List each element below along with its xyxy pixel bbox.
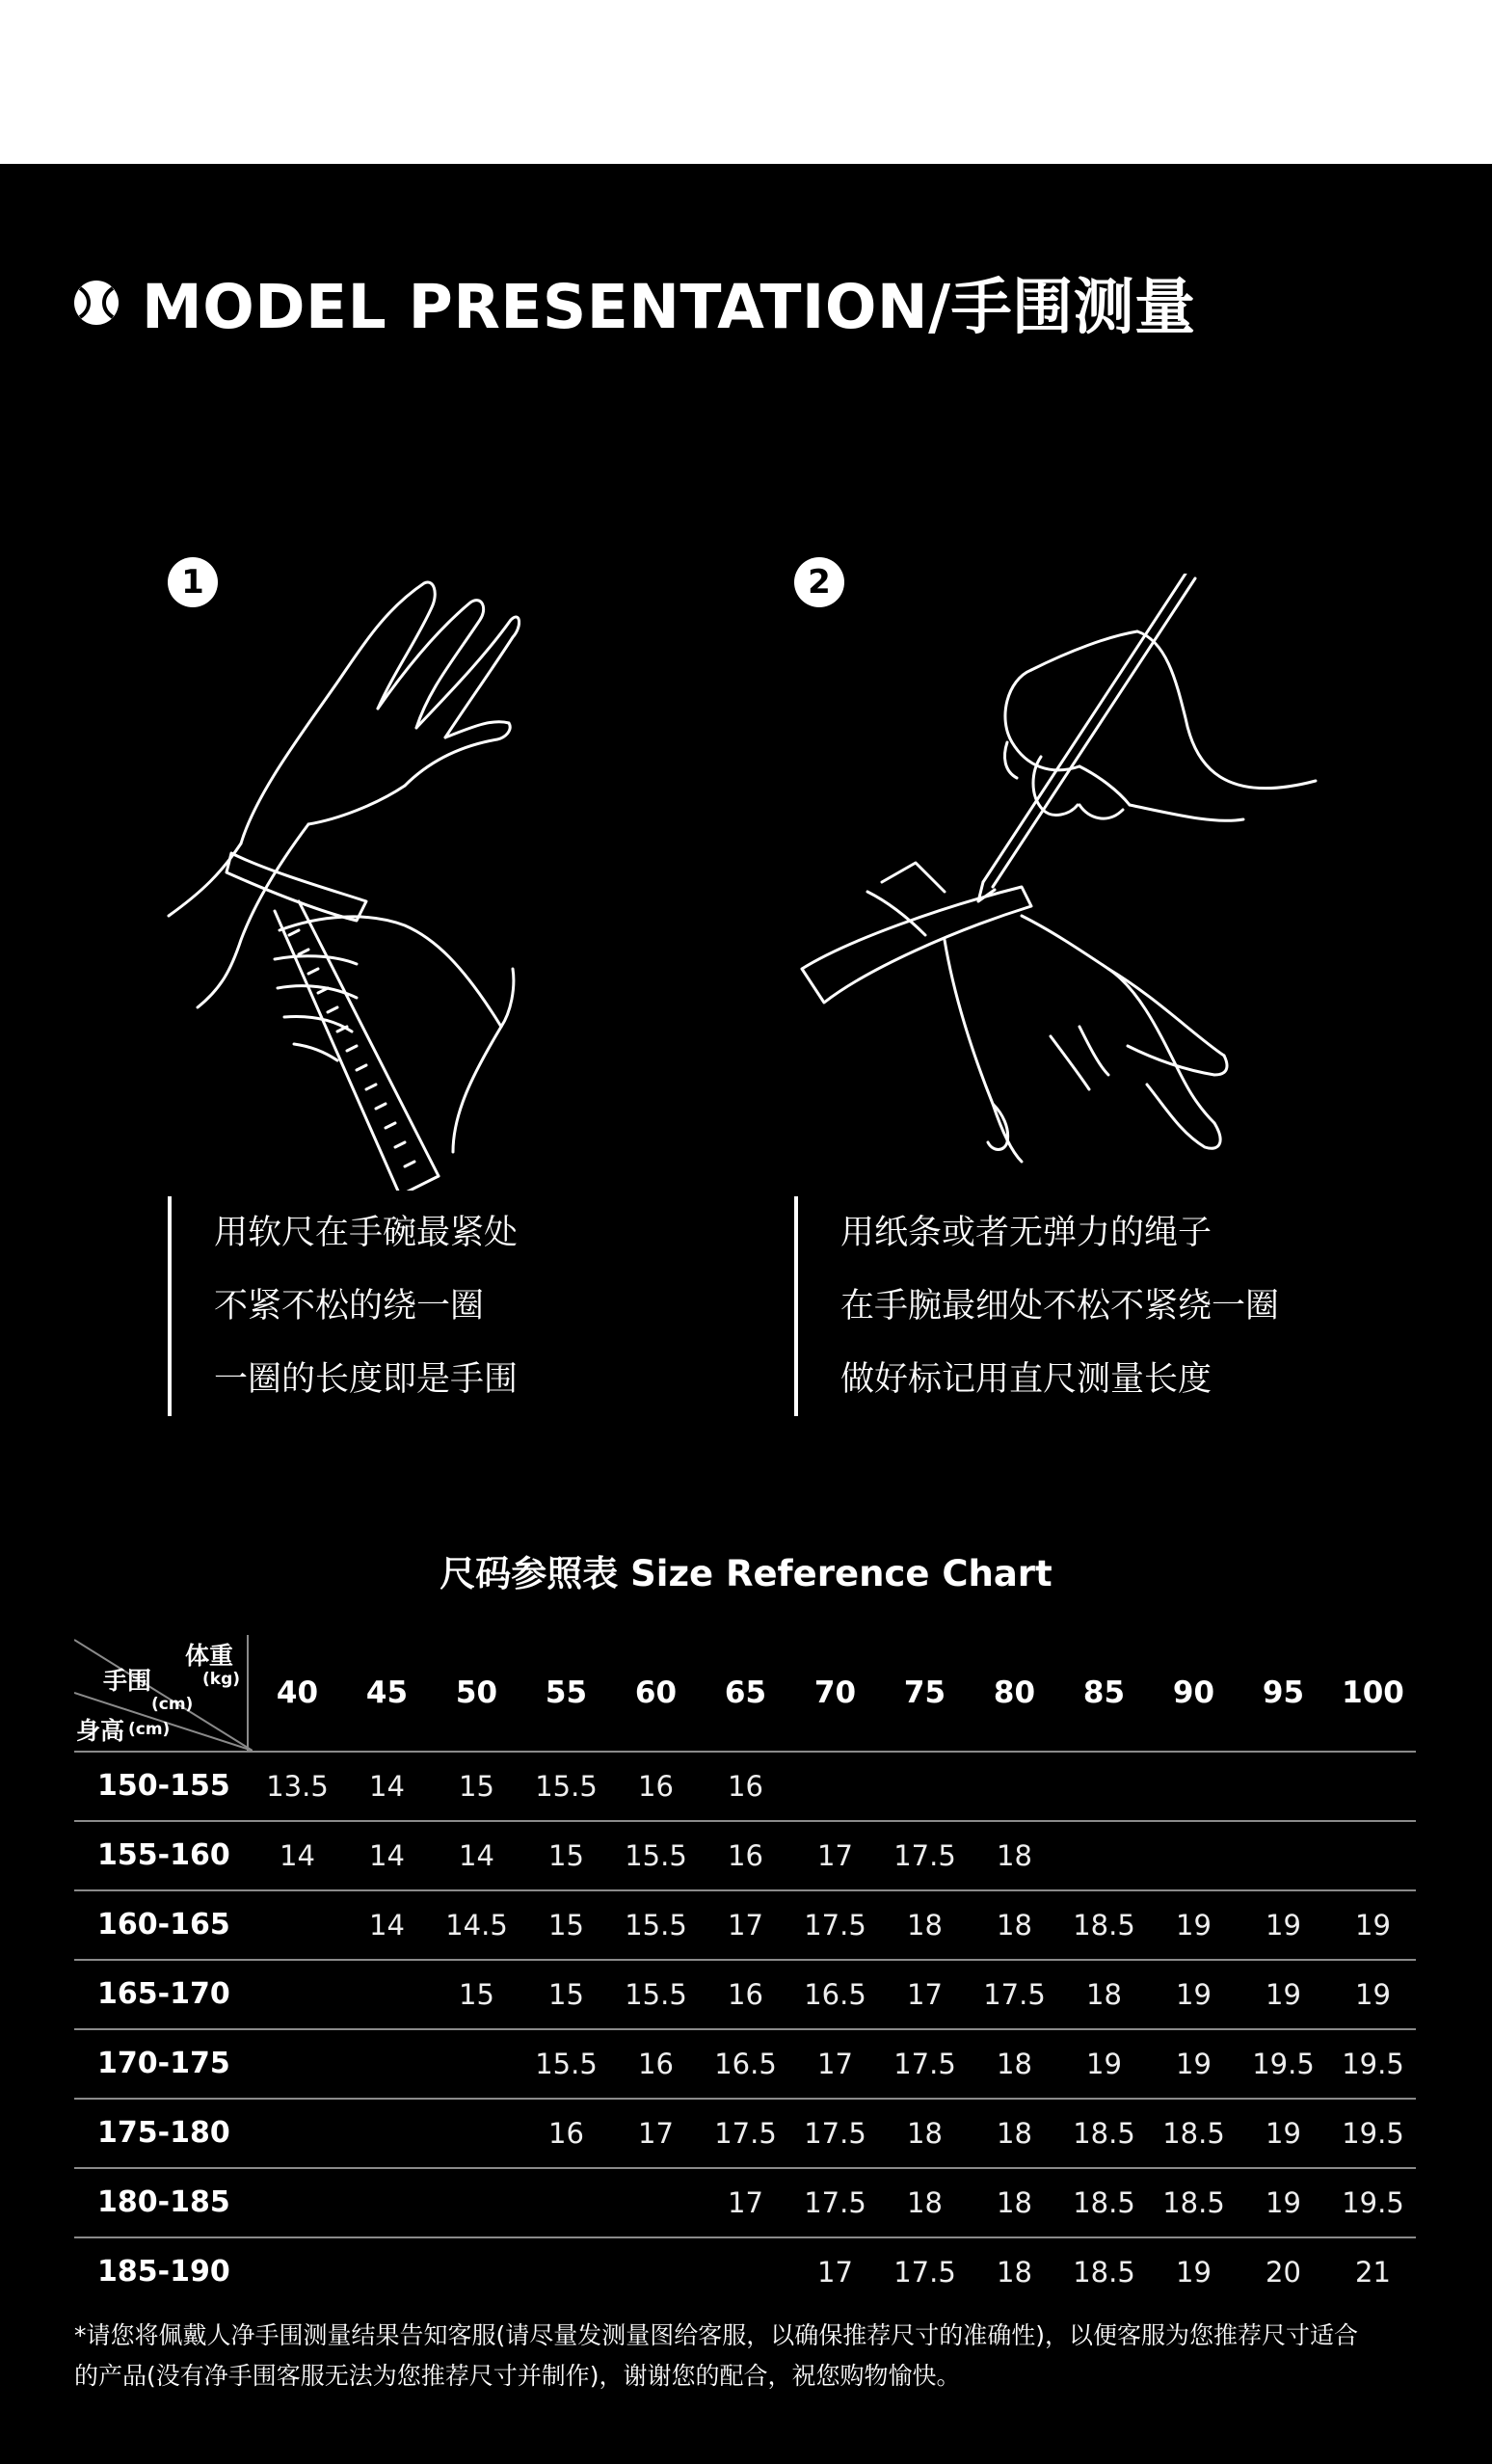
wrist-unit: (cm) xyxy=(151,1695,194,1714)
page-title xyxy=(72,258,1196,346)
weight-column-header: 50 xyxy=(455,1675,498,1710)
table-row xyxy=(74,2169,1416,2238)
step-2-number: 2 xyxy=(794,557,844,607)
wrist-size-cell: 18.5 xyxy=(1073,1909,1135,1942)
weight-column-header: 85 xyxy=(1082,1675,1126,1710)
wrist-size-cell: 16 xyxy=(638,2048,674,2080)
weight-column-header: 40 xyxy=(276,1675,319,1710)
table-row xyxy=(74,1961,1416,2030)
wrist-size-cell: 18 xyxy=(997,2256,1032,2289)
step-1-line-3: 一圈的长度即是手围 xyxy=(214,1360,519,1399)
wrist-size-cell: 16.5 xyxy=(804,1978,866,2011)
table-row xyxy=(74,1753,1416,1822)
wrist-size-cell: 20 xyxy=(1266,2256,1301,2289)
wrist-size-cell: 14 xyxy=(369,1909,405,1942)
wrist-size-cell: 18 xyxy=(1086,1978,1122,2011)
wrist-size-cell: 17.5 xyxy=(804,2117,866,2150)
wrist-size-cell: 19 xyxy=(1266,1909,1301,1942)
wrist-size-cell: 18 xyxy=(907,2117,943,2150)
table-row xyxy=(74,1891,1416,1961)
height-range-cell: 170-175 xyxy=(97,2047,230,2080)
height-range-cell: 175-180 xyxy=(97,2116,230,2150)
step-2-line-2: 在手腕最细处不松不紧绕一圈 xyxy=(840,1287,1280,1326)
wrist-size-cell: 18 xyxy=(997,2186,1032,2219)
wrist-size-cell: 15 xyxy=(459,1978,494,2011)
wrist-label: 手围 xyxy=(103,1667,152,1695)
table-row xyxy=(74,1822,1416,1891)
wrist-size-cell: 14.5 xyxy=(445,1909,508,1942)
page-title-text: MODEL PRESENTATION/手围测量 xyxy=(142,272,1196,342)
wrist-size-cell: 15 xyxy=(548,1839,584,1872)
wrist-size-cell: 17 xyxy=(728,2186,763,2219)
wrist-size-cell: 19 xyxy=(1355,1978,1391,2011)
weight-column-header: 100 xyxy=(1342,1675,1404,1710)
wrist-size-cell: 17 xyxy=(817,2256,853,2289)
weight-column-header: 60 xyxy=(634,1675,678,1710)
wrist-size-cell: 14 xyxy=(369,1770,405,1803)
wrist-size-cell: 18 xyxy=(997,2117,1032,2150)
height-range-cell: 165-170 xyxy=(97,1977,230,2011)
wrist-size-cell: 17.5 xyxy=(983,1978,1046,2011)
wrist-size-cell: 18 xyxy=(907,1909,943,1942)
wrist-size-cell: 19 xyxy=(1176,2256,1212,2289)
wrist-size-cell: 19 xyxy=(1266,2186,1301,2219)
wrist-size-cell: 17.5 xyxy=(893,2048,956,2080)
step-2-line-1: 用纸条或者无弹力的绳子 xyxy=(840,1214,1212,1252)
wrist-size-cell: 19 xyxy=(1355,1909,1391,1942)
step-1-instructions xyxy=(168,1196,518,1416)
height-range-cell: 180-185 xyxy=(97,2185,230,2219)
wrist-size-cell: 19 xyxy=(1266,2117,1301,2150)
wrist-size-cell: 18 xyxy=(997,2048,1032,2080)
wrist-size-cell: 17.5 xyxy=(714,2117,777,2150)
wrist-size-cell: 16 xyxy=(638,1770,674,1803)
step-1-line-2: 不紧不松的绕一圈 xyxy=(214,1287,485,1326)
wrist-size-cell: 14 xyxy=(280,1839,315,1872)
table-header-row xyxy=(74,1635,1416,1753)
wrist-paper-strip-illustration xyxy=(790,574,1330,1191)
wrist-size-cell: 18 xyxy=(907,2186,943,2219)
height-range-cell: 160-165 xyxy=(97,1908,230,1942)
weight-column-header: 90 xyxy=(1172,1675,1215,1710)
wrist-size-cell: 16.5 xyxy=(714,2048,777,2080)
wrist-size-cell: 15 xyxy=(459,1770,494,1803)
wrist-size-cell: 17 xyxy=(728,1909,763,1942)
wrist-size-cell: 16 xyxy=(548,2117,584,2150)
footnote xyxy=(74,2316,1424,2397)
size-reference-table xyxy=(74,1635,1416,2306)
wrist-size-cell: 15 xyxy=(548,1909,584,1942)
height-unit: (cm) xyxy=(128,1720,171,1739)
height-range-cell: 150-155 xyxy=(97,1769,230,1803)
wrist-size-cell: 19 xyxy=(1176,1978,1212,2011)
wrist-size-cell: 16 xyxy=(728,1770,763,1803)
table-row xyxy=(74,2238,1416,2306)
table-row xyxy=(74,2030,1416,2100)
footnote-line-1: *请您将佩戴人净手围测量结果告知客服(请尽量发测量图给客服，以确保推荐尺寸的准确性)，以便客服为您推荐尺寸适合 xyxy=(74,2321,1359,2349)
wrist-size-cell: 17 xyxy=(907,1978,943,2011)
wrist-size-cell: 18.5 xyxy=(1073,2256,1135,2289)
wrist-size-cell: 17.5 xyxy=(804,1909,866,1942)
wrist-size-cell: 14 xyxy=(459,1839,494,1872)
wrist-size-cell: 18 xyxy=(997,1839,1032,1872)
wrist-size-cell: 21 xyxy=(1355,2256,1391,2289)
table-row xyxy=(74,2100,1416,2169)
wrist-size-cell: 17 xyxy=(817,2048,853,2080)
wrist-size-cell: 15.5 xyxy=(625,1909,687,1942)
wrist-size-cell: 18 xyxy=(997,1909,1032,1942)
step-2-instructions xyxy=(794,1196,1279,1416)
weight-column-header: 55 xyxy=(545,1675,588,1710)
step-1-line-1: 用软尺在手碗最紧处 xyxy=(214,1214,519,1252)
wrist-measuring-tape-illustration xyxy=(164,574,520,1191)
wrist-size-cell: 18.5 xyxy=(1073,2186,1135,2219)
weight-column-header: 80 xyxy=(993,1675,1036,1710)
wrist-size-cell: 19.5 xyxy=(1342,2048,1404,2080)
wrist-size-cell: 19.5 xyxy=(1342,2117,1404,2150)
footnote-line-2: 的产品(没有净手围客服无法为您推荐尺寸并制作)，谢谢您的配合，祝您购物愉快。 xyxy=(74,2362,961,2390)
height-range-cell: 185-190 xyxy=(97,2255,230,2289)
wrist-size-cell: 19 xyxy=(1176,2048,1212,2080)
height-label: 身高 xyxy=(76,1717,125,1745)
weight-column-header: 70 xyxy=(813,1675,857,1710)
size-chart-title: 尺码参照表 Size Reference Chart xyxy=(440,1553,1052,1594)
wrist-size-cell: 16 xyxy=(728,1978,763,2011)
wrist-size-cell: 17 xyxy=(817,1839,853,1872)
wrist-size-cell: 16 xyxy=(728,1839,763,1872)
weight-column-header: 95 xyxy=(1262,1675,1305,1710)
wrist-size-cell: 14 xyxy=(369,1839,405,1872)
wrist-size-cell: 19 xyxy=(1266,1978,1301,2011)
weight-column-header: 65 xyxy=(724,1675,767,1710)
wrist-size-cell: 15.5 xyxy=(535,2048,598,2080)
wrist-size-cell: 18.5 xyxy=(1073,2117,1135,2150)
wrist-size-cell: 17 xyxy=(638,2117,674,2150)
wrist-size-cell: 17.5 xyxy=(893,2256,956,2289)
weight-column-header: 45 xyxy=(365,1675,409,1710)
step-2-line-3: 做好标记用直尺测量长度 xyxy=(840,1360,1212,1399)
wrist-size-cell: 18.5 xyxy=(1162,2186,1225,2219)
wrist-size-cell: 18.5 xyxy=(1162,2117,1225,2150)
height-range-cell: 155-160 xyxy=(97,1838,230,1872)
wrist-size-cell: 17.5 xyxy=(804,2186,866,2219)
step-1-number: 1 xyxy=(168,557,218,607)
wrist-size-cell: 19.5 xyxy=(1342,2186,1404,2219)
wrist-size-cell: 13.5 xyxy=(266,1770,329,1803)
wrist-size-cell: 19.5 xyxy=(1252,2048,1315,2080)
wrist-size-cell: 15.5 xyxy=(535,1770,598,1803)
weight-label: 体重 xyxy=(185,1642,234,1670)
wrist-size-cell: 15 xyxy=(548,1978,584,2011)
wrist-size-cell: 15.5 xyxy=(625,1839,687,1872)
wrist-size-cell: 17.5 xyxy=(893,1839,956,1872)
wrist-size-cell: 15.5 xyxy=(625,1978,687,2011)
wrist-size-cell: 19 xyxy=(1176,1909,1212,1942)
wrist-size-cell: 19 xyxy=(1086,2048,1122,2080)
weight-unit: (kg) xyxy=(202,1670,241,1689)
weight-column-header: 75 xyxy=(903,1675,946,1710)
tennis-ball-icon xyxy=(72,279,120,327)
